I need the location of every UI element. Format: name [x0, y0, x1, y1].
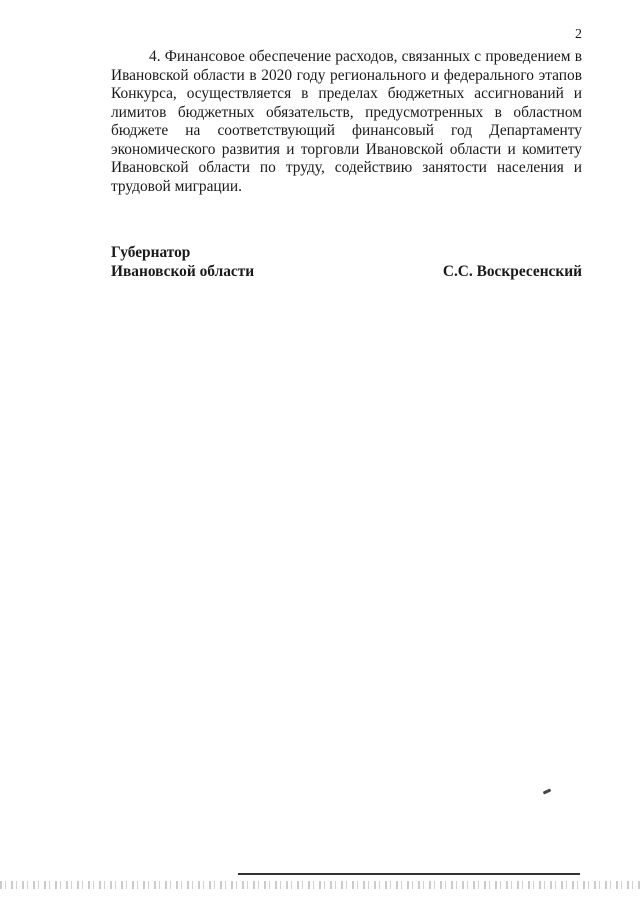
signatory-title: Губернатор: [111, 244, 191, 261]
signature-row: [111, 262, 582, 281]
stray-mark: [543, 788, 552, 794]
signatory-region: Ивановской области: [111, 263, 255, 280]
footer-rule: [238, 873, 580, 875]
scan-artifact-strip: [0, 881, 640, 889]
page-number: 2: [575, 27, 582, 42]
signatory-name: С.С. Воскресенский: [442, 263, 582, 280]
paragraph-financing: 4. Финансовое обеспечение расходов, связанных с проведением в Ивановской области в 2020 году регионального и федерального этапов Конкурса, осуществляется в пределах бюджетных ассигнований и лимитов бюджетных обязательств, предусмотренных в областном бюджете на соответствующий финансовый год Департаменту экономического развития и торговли Ивановской области и комитету Ивановской области по труду, содействию занятости населения и трудовой миграции.: [111, 48, 582, 195]
signature-block: [111, 243, 582, 281]
